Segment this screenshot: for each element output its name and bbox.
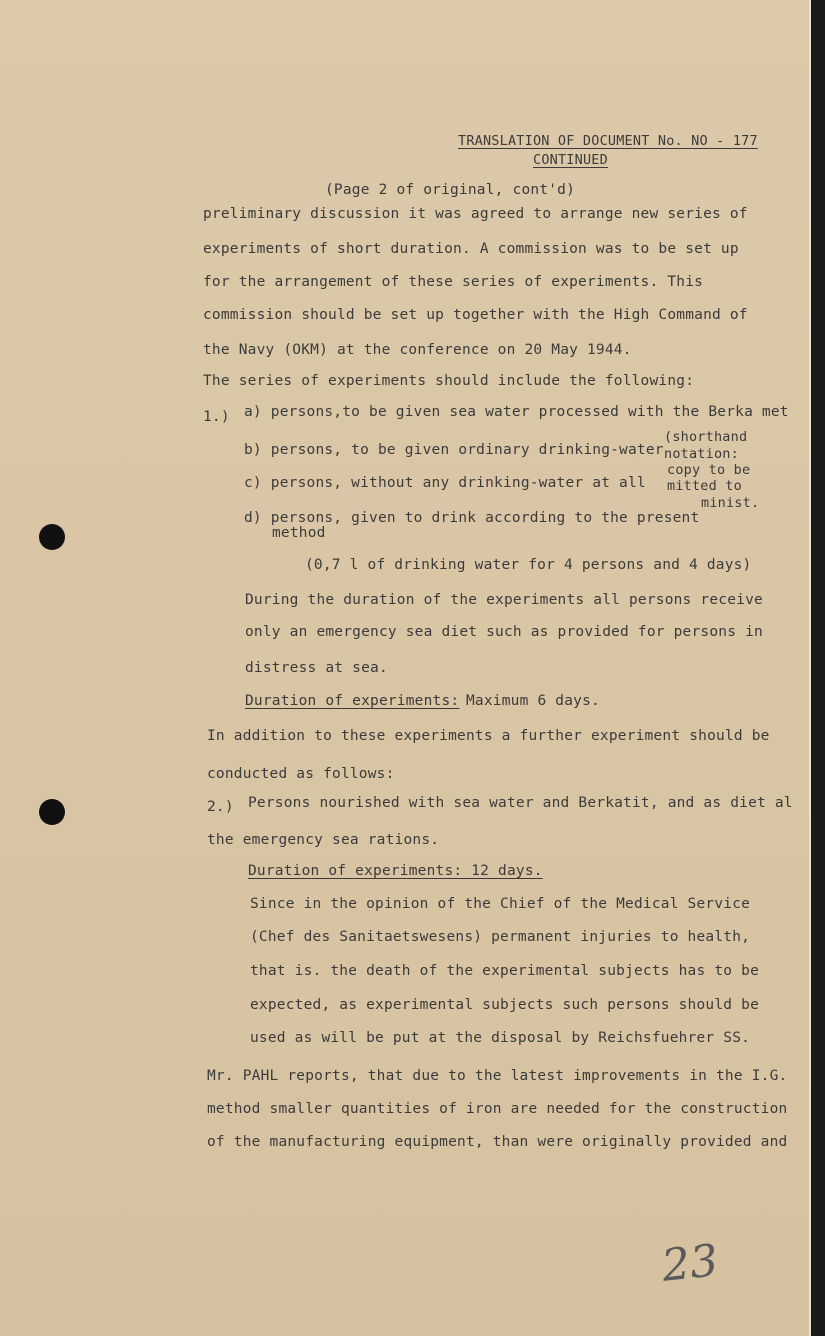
list-item-b: b) persons, to be given ordinary drinking-water (244, 442, 664, 458)
body-line: distress at sea. (245, 660, 388, 676)
list-item-d-continued: method (272, 525, 326, 541)
list-item-d: d) persons, given to drink according to the present (244, 510, 700, 526)
duration-label: Duration of experiments: (245, 693, 460, 709)
duration-value: Maximum 6 days. (466, 693, 600, 709)
list-item-a: a) persons,to be given sea water processed with the Berka met (244, 404, 789, 420)
body-line: method smaller quantities of iron are needed for the construction (207, 1101, 788, 1117)
page-edge (811, 0, 825, 1336)
document-title: TRANSLATION OF DOCUMENT No. NO - 177 (458, 133, 758, 149)
body-line: The series of experiments should include the following: (203, 373, 695, 389)
body-line: Since in the opinion of the Chief of the Medical Service (250, 896, 751, 912)
list-item-2-line2: the emergency sea rations. (207, 832, 440, 848)
body-line: In addition to these experiments a further experiment should be (207, 728, 770, 744)
body-line: preliminary discussion it was agreed to arrange new series of (203, 206, 748, 222)
shorthand-note: copy to be (667, 462, 751, 478)
page-note: (Page 2 of original, cont'd) (325, 182, 576, 198)
punch-hole-bottom (39, 799, 65, 825)
body-line: commission should be set up together with the High Command of (203, 307, 748, 323)
handwritten-page-number: 23 (659, 1235, 721, 1292)
shorthand-note: mitted to (667, 478, 742, 494)
body-line: expected, as experimental subjects such persons should be (250, 997, 759, 1013)
punch-hole-top (39, 524, 65, 550)
body-line: the Navy (OKM) at the conference on 20 May 1944. (203, 342, 632, 358)
shorthand-note: minist. (701, 495, 760, 511)
body-line: During the duration of the experiments all persons receive (245, 592, 763, 608)
body-line: experiments of short duration. A commission was to be set up (203, 241, 739, 257)
duration-2: Duration of experiments: 12 days. (248, 863, 543, 879)
body-line: that is. the death of the experimental subjects has to be (250, 963, 759, 979)
body-line: of the manufacturing equipment, than were originally provided and (207, 1134, 788, 1150)
list-item-c: c) persons, without any drinking-water at all (244, 475, 646, 491)
list-item-2-line1: Persons nourished with sea water and Berkatit, and as diet al (248, 795, 793, 811)
body-line: only an emergency sea diet such as provided for persons in (245, 624, 763, 640)
ration-line: (0,7 l of drinking water for 4 persons and 4 days) (305, 557, 752, 573)
body-line: used as will be put at the disposal by Reichsfuehrer SS. (250, 1030, 751, 1046)
body-line: Mr. PAHL reports, that due to the latest improvements in the I.G. (207, 1068, 788, 1084)
continued-label: CONTINUED (533, 152, 608, 168)
list-number-2: 2.) (207, 799, 234, 815)
body-line: (Chef des Sanitaetswesens) permanent injuries to health, (250, 929, 751, 945)
body-line: for the arrangement of these series of experiments. This (203, 274, 704, 290)
shorthand-note: (shorthand (664, 429, 748, 445)
list-number-1: 1.) (203, 409, 230, 425)
body-line: conducted as follows: (207, 766, 395, 782)
shorthand-note: notation: (664, 446, 739, 462)
